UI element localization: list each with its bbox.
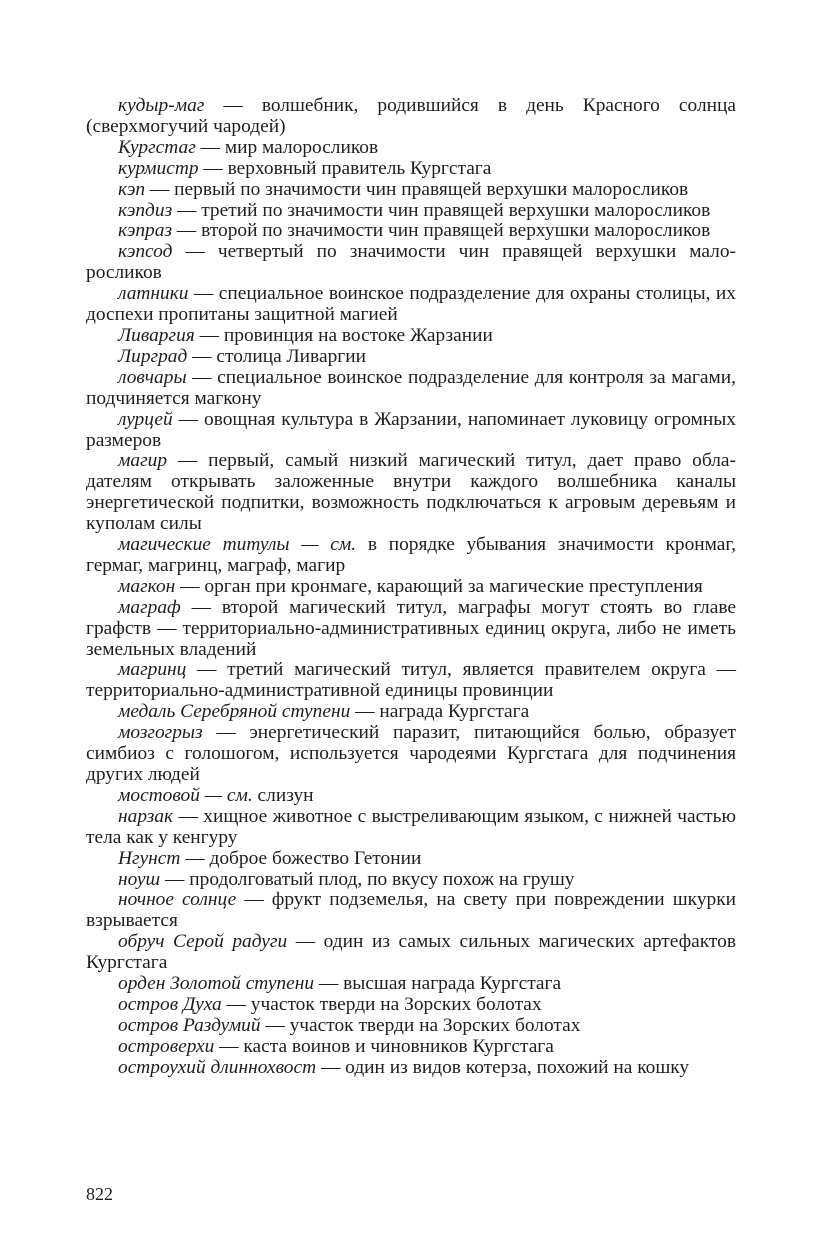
glossary-entry xyxy=(86,326,736,347)
glossary-entry xyxy=(86,1058,736,1079)
entry-term: орден Золотой ступени xyxy=(118,973,315,995)
entry-term: кэпраз xyxy=(118,220,173,242)
entry-term: Нгунст xyxy=(118,847,181,869)
entry-definition: — энергетический паразит, питающийся болью, образует симбиоз с голошогом, используется чародеями Кургстага для подчинения других людей xyxy=(86,722,736,785)
entry-term: остров Духа xyxy=(118,993,222,1015)
entry-term: остроухий длиннохвост xyxy=(118,1056,317,1078)
glossary-entry xyxy=(86,242,736,284)
entry-definition: — участок тверди на Зорских болотах xyxy=(260,1014,581,1036)
entry-term: лурцей xyxy=(118,408,173,430)
glossary-entry xyxy=(86,702,736,723)
entry-term: кэпдиз xyxy=(118,199,173,221)
glossary-entry xyxy=(86,96,736,138)
entry-definition: — второй по значимости чин правящей верхушки малоросликов xyxy=(172,220,711,242)
entry-definition: — один из видов котерза, похожий на кошку xyxy=(316,1056,690,1078)
entry-definition: — мир малоросликов xyxy=(195,136,379,158)
entry-definition: — второй магический титул, маграфы могут стоять во главе графств — территориально-административных единиц округа, либо не иметь земельных владений xyxy=(86,596,736,660)
entry-term: магринц xyxy=(118,659,187,681)
entry-cross-reference: — см. xyxy=(199,784,253,806)
glossary-entry xyxy=(86,849,736,870)
entry-definition: — высшая награда Кургстага xyxy=(314,973,562,995)
entry-definition: — первый, самый низкий магический титул, дает право обладателям открывать заложенные внутри каждого волшебника каналы энергетической подпитки, возможность подключаться к агровым деревьям и куполам силы xyxy=(86,450,736,535)
glossary-list xyxy=(86,96,736,1079)
entry-definition: — специальное воинское подразделение для охраны столицы, их доспехи пропитаны защитной магией xyxy=(86,283,736,326)
entry-definition: — верховный правитель Кургстага xyxy=(198,157,492,179)
entry-term: Ливаргия xyxy=(118,324,195,346)
glossary-entry xyxy=(86,368,736,410)
entry-term: магические титулы xyxy=(118,534,290,556)
entry-definition: — награда Кургстага xyxy=(350,701,530,723)
entry-definition: — третий по значимости чин правящей верхушки малоросликов xyxy=(172,199,711,221)
entry-term: ловчары xyxy=(118,366,187,388)
entry-cross-reference: — см. xyxy=(289,534,357,556)
glossary-entry xyxy=(86,347,736,368)
glossary-entry xyxy=(86,995,736,1016)
glossary-entry xyxy=(86,723,736,786)
entry-term: мостовой xyxy=(118,784,200,806)
entry-term: обруч Серой радуги xyxy=(118,931,288,953)
entry-term: Кургстаг xyxy=(118,136,196,158)
entry-definition: — доброе божество Гетонии xyxy=(180,847,422,869)
glossary-entry xyxy=(86,201,736,222)
glossary-entry xyxy=(86,138,736,159)
entry-term: латники xyxy=(118,283,189,305)
entry-term: ночное солнце xyxy=(118,889,237,911)
entry-definition: — столица Ливаргии xyxy=(187,345,366,367)
glossary-entry xyxy=(86,932,736,974)
entry-term: маграф xyxy=(118,596,181,618)
entry-definition: — продолговатый плод, по вкусу похож на грушу xyxy=(160,868,575,890)
glossary-entry xyxy=(86,180,736,201)
entry-definition: — фрукт подземелья, на свету при повреждении шкурки взрывается xyxy=(86,889,737,932)
entry-definition: — провинция на востоке Жарзании xyxy=(194,324,493,346)
entry-term: кэпсод xyxy=(118,241,173,263)
entry-definition: — каста воинов и чиновников Кургстага xyxy=(214,1035,554,1057)
glossary-entry xyxy=(86,221,736,242)
entry-term: ноуш xyxy=(118,868,161,890)
glossary-entry xyxy=(86,870,736,891)
entry-definition: — хищное животное с выстреливающим языком, с нижней частью тела как у кенгуру xyxy=(86,805,736,848)
glossary-entry xyxy=(86,807,736,849)
entry-term: медаль Серебряной ступени xyxy=(118,701,351,723)
entry-term: магир xyxy=(118,450,168,472)
entry-definition: — первый по значимости чин правящей верхушки малоросликов xyxy=(145,178,689,200)
glossary-entry xyxy=(86,660,736,702)
entry-definition: — овощная культура в Жарзании, напоминает луковицу огромных размеров xyxy=(86,408,736,451)
entry-term: островерхи xyxy=(118,1035,215,1057)
glossary-entry xyxy=(86,1037,736,1058)
glossary-entry xyxy=(86,974,736,995)
entry-term: кэп xyxy=(118,178,146,200)
entry-definition: в порядке убывания значимости кронмаг, гермаг, магринц, маграф, магир xyxy=(86,534,736,576)
entry-definition: — четвертый по значимости чин правящей верхушки малоросликов xyxy=(86,241,736,284)
page-number: 822 xyxy=(86,1184,113,1204)
entry-term: мозгогрыз xyxy=(118,722,203,744)
entry-definition: слизун xyxy=(252,784,314,806)
entry-definition: — третий магический титул, является правителем округа — территориально-административной единицы провинции xyxy=(86,659,736,702)
glossary-entry xyxy=(86,598,736,661)
entry-definition: — орган при кронмаге, карающий за магические преступления xyxy=(175,575,703,597)
glossary-entry xyxy=(86,577,736,598)
entry-term: магкон xyxy=(118,575,176,597)
entry-term: нарзак xyxy=(118,805,174,827)
glossary-entry xyxy=(86,284,736,326)
entry-definition: — волшебник, родившийся в день Красного солнца (сверхмогучий чародей) xyxy=(86,95,736,137)
glossary-entry xyxy=(86,535,736,577)
glossary-entry xyxy=(86,786,736,807)
entry-definition: — специальное воинское подразделение для контроля за магами, подчиняется магкону xyxy=(86,366,736,409)
glossary-entry xyxy=(86,410,736,452)
entry-definition: — один из самых сильных магических артефактов Кургстага xyxy=(86,931,736,974)
glossary-entry xyxy=(86,1016,736,1037)
glossary-entry xyxy=(86,890,736,932)
entry-term: Лирград xyxy=(118,345,188,367)
glossary-entry xyxy=(86,451,736,535)
glossary-entry xyxy=(86,159,736,180)
entry-term: остров Раздумий xyxy=(118,1014,261,1036)
entry-term: кудыр-маг xyxy=(118,95,205,116)
entry-definition: — участок тверди на Зорских болотах xyxy=(221,993,542,1015)
entry-term: курмистр xyxy=(118,157,199,179)
